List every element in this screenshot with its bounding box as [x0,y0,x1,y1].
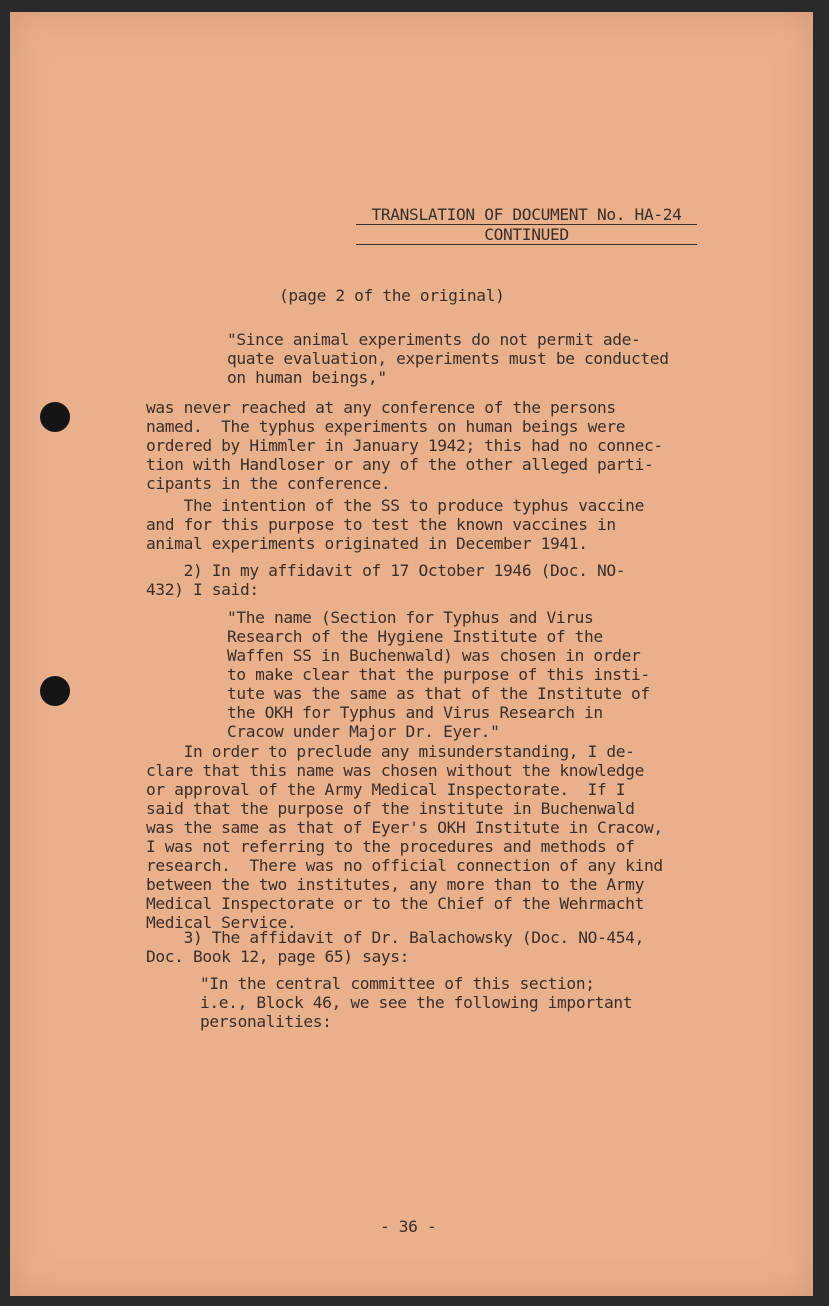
header-continued: CONTINUED [484,225,569,244]
paragraph-four: In order to preclude any misunderstanding, I de- clare that this name was chosen without the knowledge or approval of the Army Medical Inspectorate. If I said that the purpose of the institute in Buchenwald was the same as that of Eyer's OKH Institute in Cracow, I was not referring to the procedures and methods of research. There was no official connection of any kind between the two institutes, any more than to the Army Medical Inspectorate or to the Chief of the Wehrmacht Medical Service. [146,742,663,932]
page-number: - 36 - [380,1217,437,1236]
header-underline-2 [356,244,697,245]
quote-one: "Since animal experiments do not permit ade- quate evaluation, experiments must be conducted on human beings," [227,330,669,387]
paragraph-five: 3) The affidavit of Dr. Balachowsky (Doc. NO-454, Doc. Book 12, page 65) says: [146,928,644,966]
document-page [10,12,813,1296]
quote-two: "The name (Section for Typhus and Virus Research of the Hygiene Institute of the Waffen SS in Buchenwald) was chosen in order to make clear that the purpose of this insti- tute was the same as that of the Institute of the OKH for Typhus and Virus Research in Cracow under Major Dr. Eyer." [227,608,650,741]
header-title: TRANSLATION OF DOCUMENT No. HA-24 [371,205,682,224]
paragraph-three: 2) In my affidavit of 17 October 1946 (Doc. NO- 432) I said: [146,561,626,599]
paragraph-two: The intention of the SS to produce typhus vaccine and for this purpose to test the known vaccines in animal experiments originated in December 1941. [146,496,644,553]
quote-three: "In the central committee of this section; i.e., Block 46, we see the following important personalities: [200,974,633,1031]
document-header [354,205,699,245]
punch-hole-bottom [40,676,70,706]
punch-hole-top [40,402,70,432]
page-reference: (page 2 of the original) [279,286,505,305]
paragraph-one: was never reached at any conference of the persons named. The typhus experiments on human beings were ordered by Himmler in January 1942; this had no connec- tion with Handloser or any of the other alleged parti- cipants in the conference. [146,398,663,493]
